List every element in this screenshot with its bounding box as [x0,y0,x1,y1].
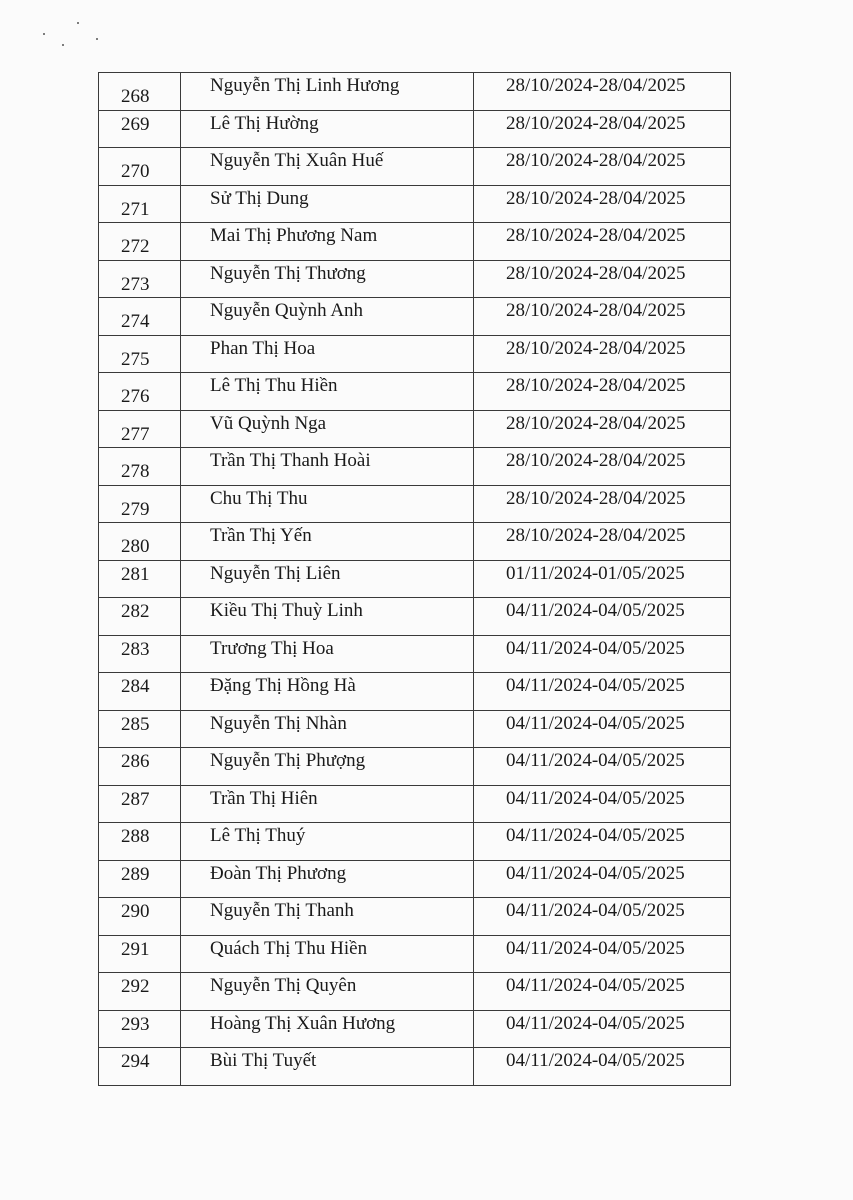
date-range: 04/11/2024-04/05/2025 [474,710,731,748]
person-name: Phan Thị Hoa [181,335,474,373]
row-number: 279 [99,485,181,523]
table-row [99,860,731,898]
person-name: Trần Thị Yến [181,523,474,561]
person-name: Đặng Thị Hồng Hà [181,673,474,711]
person-name: Mai Thị Phương Nam [181,223,474,261]
row-number: 277 [99,410,181,448]
date-range: 04/11/2024-04/05/2025 [474,598,731,636]
table-row [99,935,731,973]
table-row [99,448,731,486]
date-range: 04/11/2024-04/05/2025 [474,785,731,823]
row-number: 287 [99,785,181,823]
table-row [99,335,731,373]
person-name: Vũ Quỳnh Nga [181,410,474,448]
row-number: 275 [99,335,181,373]
date-range: 04/11/2024-04/05/2025 [474,1048,731,1086]
date-range: 28/10/2024-28/04/2025 [474,148,731,186]
table-row [99,898,731,936]
date-range: 04/11/2024-04/05/2025 [474,635,731,673]
row-number: 294 [99,1048,181,1086]
date-range: 04/11/2024-04/05/2025 [474,1010,731,1048]
table-row [99,260,731,298]
scan-speck [77,22,79,24]
person-name: Nguyễn Thị Xuân Huế [181,148,474,186]
table-row [99,148,731,186]
person-name: Chu Thị Thu [181,485,474,523]
table-row [99,1048,731,1086]
row-number: 273 [99,260,181,298]
date-range: 04/11/2024-04/05/2025 [474,860,731,898]
table-row [99,598,731,636]
person-name: Lê Thị Hường [181,110,474,148]
table-row [99,635,731,673]
table-row [99,373,731,411]
row-number: 276 [99,373,181,411]
table-row [99,673,731,711]
date-range: 28/10/2024-28/04/2025 [474,448,731,486]
date-range: 28/10/2024-28/04/2025 [474,485,731,523]
table-row [99,298,731,336]
scan-speck [96,38,98,40]
date-range: 04/11/2024-04/05/2025 [474,673,731,711]
roster-table [98,72,731,1086]
row-number: 285 [99,710,181,748]
scan-speck [62,44,64,46]
table-row [99,110,731,148]
table-row [99,223,731,261]
person-name: Hoàng Thị Xuân Hương [181,1010,474,1048]
date-range: 28/10/2024-28/04/2025 [474,373,731,411]
scan-speck [43,33,45,35]
date-range: 28/10/2024-28/04/2025 [474,185,731,223]
row-number: 291 [99,935,181,973]
table-row [99,185,731,223]
person-name: Nguyễn Thị Linh Hương [181,73,474,111]
row-number: 289 [99,860,181,898]
row-number: 290 [99,898,181,936]
person-name: Nguyễn Thị Liên [181,560,474,598]
table-row [99,485,731,523]
date-range: 04/11/2024-04/05/2025 [474,748,731,786]
person-name: Nguyễn Thị Thương [181,260,474,298]
table-row [99,1010,731,1048]
row-number: 282 [99,598,181,636]
table-row [99,748,731,786]
date-range: 28/10/2024-28/04/2025 [474,110,731,148]
person-name: Kiều Thị Thuỳ Linh [181,598,474,636]
date-range: 28/10/2024-28/04/2025 [474,223,731,261]
person-name: Lê Thị Thu Hiền [181,373,474,411]
person-name: Trần Thị Hiên [181,785,474,823]
date-range: 28/10/2024-28/04/2025 [474,73,731,111]
row-number: 281 [99,560,181,598]
date-range: 28/10/2024-28/04/2025 [474,410,731,448]
row-number: 268 [99,73,181,111]
date-range: 04/11/2024-04/05/2025 [474,823,731,861]
person-name: Lê Thị Thuý [181,823,474,861]
row-number: 288 [99,823,181,861]
row-number: 272 [99,223,181,261]
date-range: 28/10/2024-28/04/2025 [474,335,731,373]
date-range: 28/10/2024-28/04/2025 [474,298,731,336]
person-name: Nguyễn Thị Nhàn [181,710,474,748]
row-number: 293 [99,1010,181,1048]
person-name: Trương Thị Hoa [181,635,474,673]
table-row [99,73,731,111]
person-name: Sử Thị Dung [181,185,474,223]
row-number: 271 [99,185,181,223]
row-number: 270 [99,148,181,186]
person-name: Nguyễn Thị Quyên [181,973,474,1011]
row-number: 280 [99,523,181,561]
date-range: 28/10/2024-28/04/2025 [474,260,731,298]
table-row [99,560,731,598]
table-row [99,823,731,861]
row-number: 269 [99,110,181,148]
row-number: 284 [99,673,181,711]
date-range: 28/10/2024-28/04/2025 [474,523,731,561]
table-row [99,523,731,561]
table-row [99,785,731,823]
row-number: 274 [99,298,181,336]
table-row [99,410,731,448]
person-name: Bùi Thị Tuyết [181,1048,474,1086]
date-range: 04/11/2024-04/05/2025 [474,935,731,973]
row-number: 286 [99,748,181,786]
person-name: Quách Thị Thu Hiền [181,935,474,973]
person-name: Nguyễn Thị Phượng [181,748,474,786]
person-name: Trần Thị Thanh Hoài [181,448,474,486]
person-name: Nguyễn Thị Thanh [181,898,474,936]
row-number: 278 [99,448,181,486]
table-row [99,710,731,748]
date-range: 01/11/2024-01/05/2025 [474,560,731,598]
date-range: 04/11/2024-04/05/2025 [474,973,731,1011]
person-name: Đoàn Thị Phương [181,860,474,898]
row-number: 292 [99,973,181,1011]
person-name: Nguyễn Quỳnh Anh [181,298,474,336]
table-row [99,973,731,1011]
date-range: 04/11/2024-04/05/2025 [474,898,731,936]
row-number: 283 [99,635,181,673]
